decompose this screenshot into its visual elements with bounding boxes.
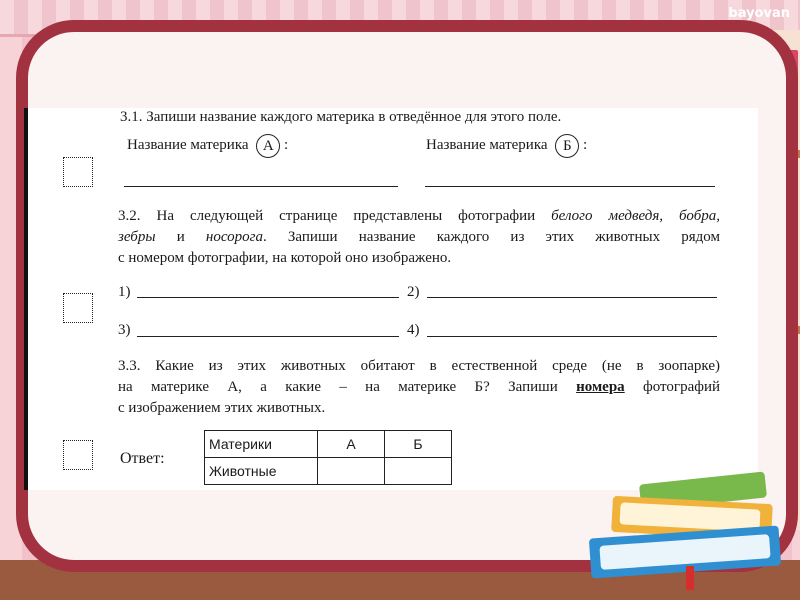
item-number-2: 2) xyxy=(407,284,420,300)
answer-line-1[interactable] xyxy=(137,297,399,298)
table-header-row xyxy=(205,431,452,458)
score-box-3-2[interactable] xyxy=(63,293,93,323)
animal-names-italic: белого медведя, бобра, xyxy=(551,208,720,224)
continent-a-label-text: Название материка xyxy=(127,137,249,153)
task-3-2-text: 3.2. На следующей странице представлены фотографии xyxy=(118,208,552,224)
answer-line-3[interactable] xyxy=(137,336,399,337)
bookmark-ribbon xyxy=(686,566,694,590)
task-3-2-text-rest: . Запиши название каждого из этих животных рядом xyxy=(262,229,720,245)
task-3-3-text-end: фотографий xyxy=(624,379,720,395)
answer-label: Ответ: xyxy=(120,450,165,467)
table-cell-answer-b[interactable] xyxy=(385,458,452,485)
continent-b-label-text: Название материка xyxy=(426,137,548,153)
task-3-2-line-3: с номером фотографии, на которой оно изображено. xyxy=(118,250,452,266)
item-number-3: 3) xyxy=(118,322,131,338)
answer-line-continent-b[interactable] xyxy=(425,186,715,187)
table-cell-answer-a[interactable] xyxy=(318,458,385,485)
task-3-3-text: на материке А, а какие – на материке Б? Запиши xyxy=(118,379,577,395)
item-number-4: 4) xyxy=(407,322,420,338)
circle-letter-a: А xyxy=(256,134,280,158)
table-header-b: Б xyxy=(385,431,452,458)
score-box-3-1[interactable] xyxy=(63,157,93,187)
score-box-3-3[interactable] xyxy=(63,440,93,470)
animal-zebra: зебры xyxy=(118,229,156,245)
item-number-1: 1) xyxy=(118,284,131,300)
task-3-3-line-3: с изображением этих животных. xyxy=(118,400,326,416)
conjunction: и xyxy=(155,229,206,245)
table-header-continents: Материки xyxy=(205,431,318,458)
answer-table xyxy=(204,430,452,485)
answer-line-2[interactable] xyxy=(427,297,717,298)
colon: : xyxy=(583,137,588,153)
task-3-1-prompt: 3.1. Запиши название каждого материка в отведённое для этого поле. xyxy=(120,109,562,125)
continent-a-label xyxy=(127,133,288,158)
worksheet-margin-bar xyxy=(24,108,28,490)
continent-b-label xyxy=(426,133,587,158)
circle-letter-b: Б xyxy=(555,134,579,158)
animal-rhino: носорога xyxy=(205,229,263,245)
answer-line-4[interactable] xyxy=(427,336,717,337)
table-header-a: А xyxy=(318,431,385,458)
colon: : xyxy=(284,137,289,153)
table-row xyxy=(205,458,452,485)
watermark: bayovan xyxy=(728,6,790,21)
task-3-3-line-1: 3.3. Какие из этих животных обитают в естественной среде (не в зоопарке) xyxy=(118,358,720,374)
emphasized-word: номера xyxy=(576,379,625,395)
answer-line-continent-a[interactable] xyxy=(124,186,398,187)
table-row-label-animals: Животные xyxy=(205,458,318,485)
